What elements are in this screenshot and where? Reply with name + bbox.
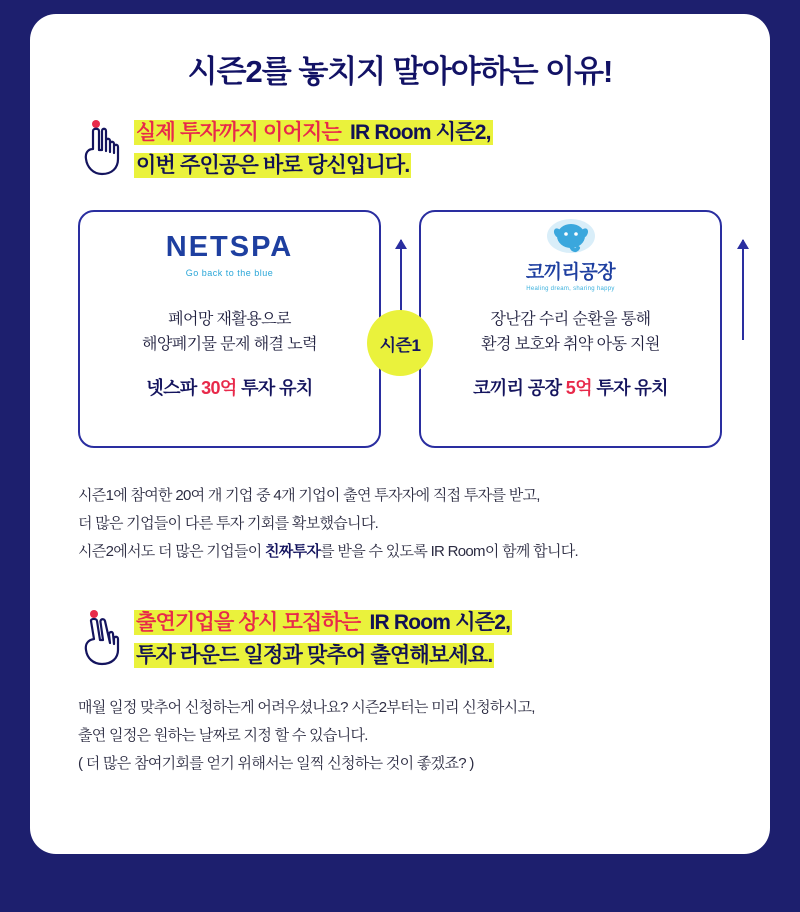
season-badge: 시즌1 <box>367 310 433 376</box>
headline-block-1 <box>30 117 770 182</box>
kokkiri-logo-name: 코끼리공장 <box>525 262 616 284</box>
kokkiri-result <box>421 374 720 400</box>
netspa-logo-tagline: Go back to the blue <box>185 267 274 278</box>
headline-block-2 <box>30 607 770 672</box>
headline-2-line-2 <box>134 640 770 673</box>
netspa-result-pre: 넷스파 <box>146 377 202 398</box>
elephant-icon <box>526 216 615 292</box>
case-box-netspa <box>78 210 381 448</box>
paragraph-2-line-1: 매월 일정 맞추어 신청하는게 어려우셨나요? 시즌2부터는 미리 신청하시고, <box>78 699 535 717</box>
netspa-description <box>80 308 379 358</box>
headline-1-line-2-text: 이번 주인공은 바로 당신입니다. <box>136 153 410 177</box>
paragraph-1-line-3 <box>78 538 770 566</box>
headline-1-line-1 <box>134 117 770 150</box>
paragraph-2 <box>78 694 770 777</box>
kokkiri-desc-line-2: 환경 보호와 취약 아동 지원 <box>481 335 660 353</box>
paragraph-1-line-3-bold: 친짜투자 <box>265 542 321 560</box>
headline-2-rest: IR Room 시즌2, <box>364 611 511 635</box>
netspa-desc-line-2: 해양폐기물 문제 해결 노력 <box>142 335 317 353</box>
netspa-result-amount: 30억 <box>201 377 237 398</box>
headline-2-highlight: 출연기업을 상시 모집하는 <box>136 611 361 635</box>
kokkiri-logo-tagline: Healing dream, sharing happy <box>526 286 615 293</box>
headline-2-line-2-text: 투자 라운드 일정과 맞추어 출연해보세요. <box>136 643 493 667</box>
victory-hand-icon <box>82 609 128 667</box>
paragraph-1-line-3-post: 를 받을 수 있도록 IR Room이 함께 합니다. <box>320 542 578 560</box>
netspa-logo-name: NETSPA <box>165 230 294 263</box>
headline-1-highlight: 실제 투자까지 이어지는 <box>136 121 341 144</box>
kokkiri-result-pre: 코끼리 공장 <box>473 377 566 398</box>
kokkiri-logo <box>421 212 720 296</box>
arrow-up-right-icon <box>742 240 744 340</box>
paragraph-1-line-2: 더 많은 기업들이 다른 투자 기회를 확보했습니다. <box>78 514 379 532</box>
netspa-logo <box>80 212 379 296</box>
pointing-hand-icon <box>82 119 128 177</box>
kokkiri-result-post: 투자 유치 <box>591 377 668 398</box>
paragraph-2-line-3: ( 더 많은 참여기회를 얻기 위해서는 일찍 신청하는 것이 좋겠죠? ) <box>78 754 474 772</box>
netspa-result <box>80 374 379 400</box>
headline-2-line-1 <box>134 607 770 640</box>
paragraph-1 <box>78 482 770 565</box>
content-card <box>30 14 770 854</box>
headline-1-rest: IR Room 시즌2, <box>344 121 491 144</box>
kokkiri-result-amount: 5억 <box>565 377 592 398</box>
case-boxes <box>30 210 770 452</box>
page-title: 시즌2를 놓치지 말아야하는 이유! <box>187 54 613 89</box>
case-box-kokkiri <box>419 210 722 448</box>
headline-1-line-2 <box>134 150 770 183</box>
paragraph-1-line-3-pre: 시즌2에서도 더 많은 기업들이 <box>78 542 265 560</box>
paragraph-2-line-2: 출연 일정은 원하는 날짜로 지정 할 수 있습니다. <box>78 727 368 745</box>
netspa-result-post: 투자 유치 <box>236 377 313 398</box>
netspa-desc-line-1: 폐어망 재활용으로 <box>168 311 291 329</box>
kokkiri-description <box>421 308 720 358</box>
kokkiri-desc-line-1: 장난감 수리 순환을 통해 <box>490 311 651 329</box>
paragraph-1-line-1: 시즌1에 참여한 20여 개 기업 중 4개 기업이 출연 투자자에 직접 투자를 받고, <box>78 487 540 505</box>
